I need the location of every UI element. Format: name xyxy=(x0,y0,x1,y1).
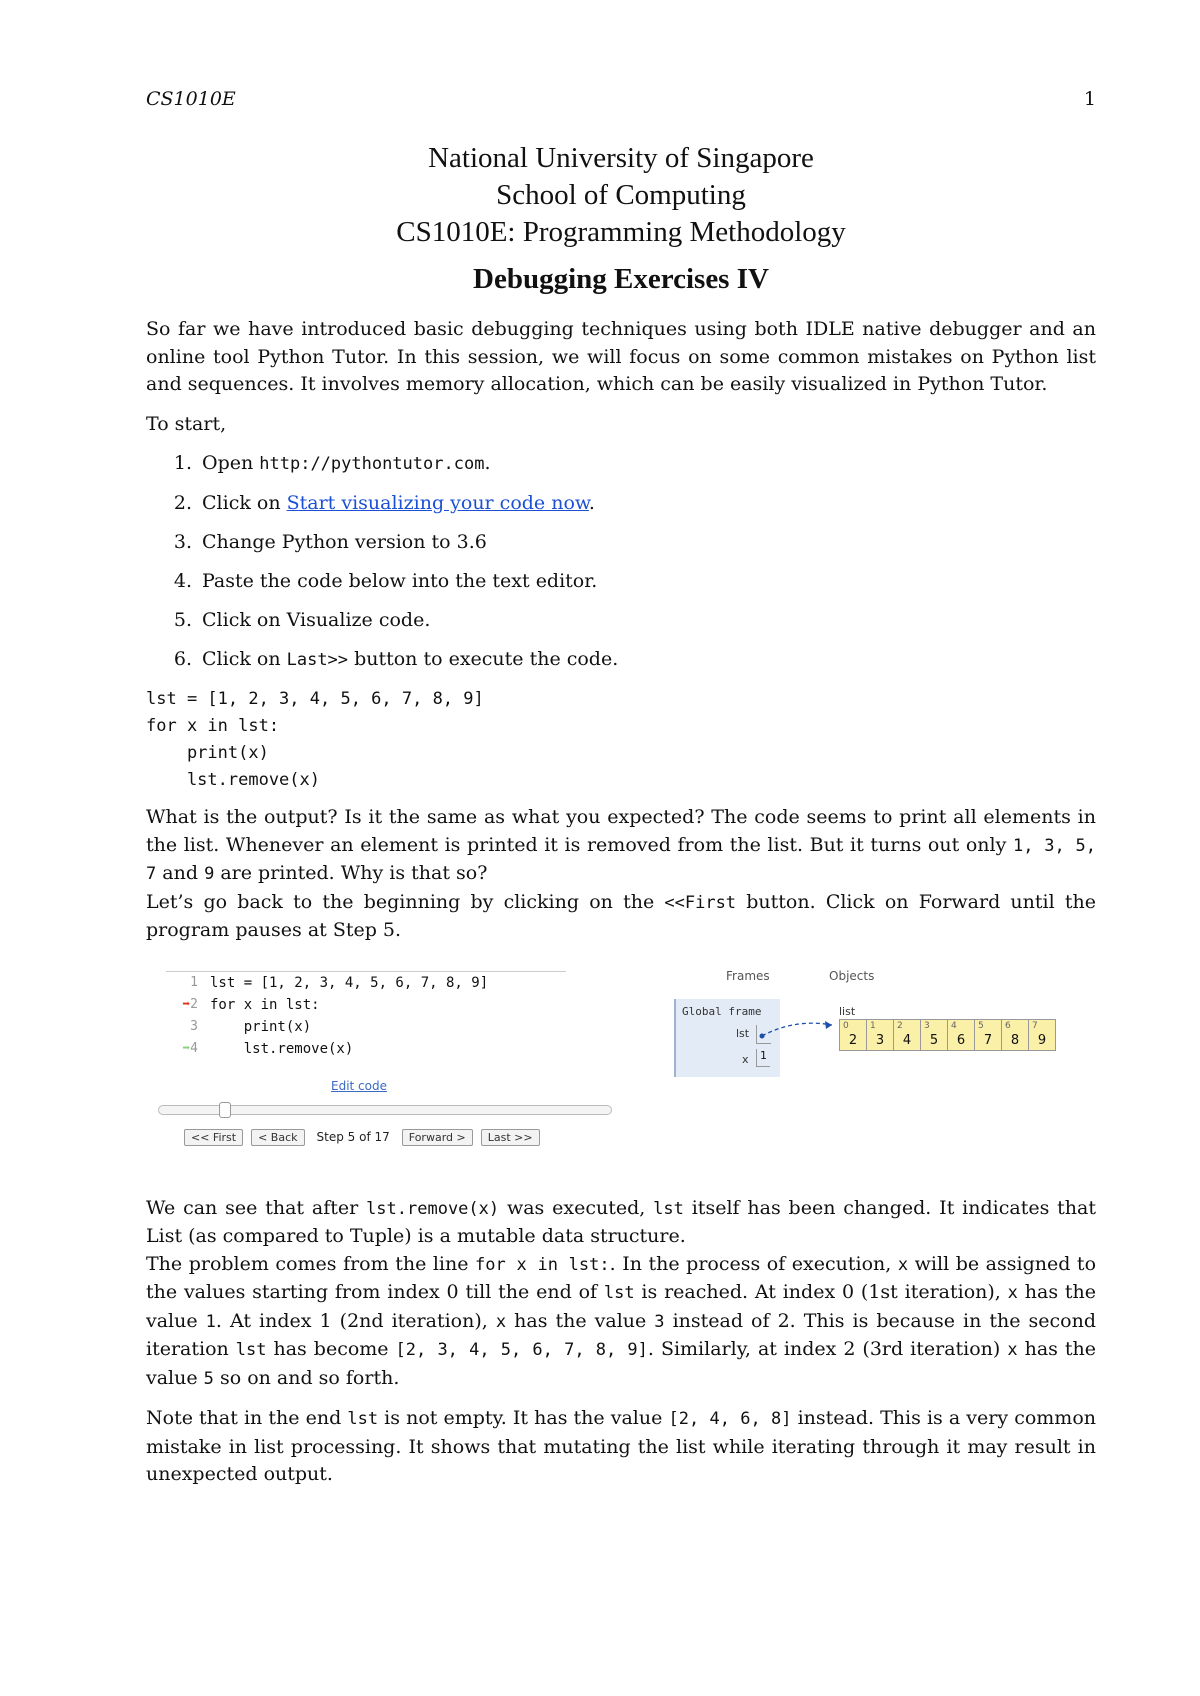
running-header xyxy=(146,88,1096,118)
tutor-code-editor xyxy=(166,971,566,1060)
list-item: 2. Click on Start visualizing your code now. xyxy=(173,492,595,514)
var-x-value: 1 xyxy=(756,1049,770,1067)
list-item: 1. Open http://pythontutor.com. xyxy=(173,452,491,474)
objects-label: Objects xyxy=(829,968,875,983)
conclusion-paragraph: Note that in the end lst is not empty. It has the value [2, 4, 6, 8] instead. This is a very common mistake in list processing. It shows that mutating the list while iterating through it may result in unexpected output. xyxy=(146,1407,1096,1485)
list-label: list xyxy=(839,1004,856,1018)
list-cell: 2 4 xyxy=(894,1020,921,1050)
go-back-paragraph: Let’s go back to the beginning by clicking on the <<First button. Click on Forward until the program pauses at Step 5. xyxy=(146,890,1097,941)
list-cell: 1 3 xyxy=(867,1020,894,1050)
university-name: National University of Singapore xyxy=(428,142,814,174)
frames-label: Frames xyxy=(726,968,770,983)
course-name: CS1010E: Programming Methodology xyxy=(396,216,846,248)
list-cell: 0 2 xyxy=(840,1020,867,1050)
list-cell: 4 6 xyxy=(948,1020,975,1050)
tutor-visualization xyxy=(666,961,1096,1091)
list-item: 5. Click on Visualize code. xyxy=(173,609,431,631)
document-title: Debugging Exercises IV xyxy=(473,263,769,295)
list-cell: 7 9 xyxy=(1029,1020,1055,1050)
step-slider[interactable] xyxy=(158,1105,612,1115)
next-line-arrow-icon: ➡ xyxy=(182,1041,191,1056)
output-question-paragraph: What is the output? Is it the same as what you expected? The code seems to print all elements in the list. Whenever an element is printed it is removed from the list. But it turns out only 1, 3, 5, 7 and 9 are printed. Why is that so? xyxy=(146,806,1096,884)
course-code: CS1010E xyxy=(146,88,236,110)
start-visualizing-link[interactable]: Start visualizing your code now xyxy=(286,492,589,514)
step-counter: Step 5 of 17 xyxy=(316,1130,390,1144)
steps-list xyxy=(146,450,1096,674)
list-cell: 5 7 xyxy=(975,1020,1002,1050)
code-line: 3 print(x) xyxy=(190,1018,312,1035)
mutable-paragraph: We can see that after lst.remove(x) was executed, lst itself has been changed. It indicates that List (as compared to Tuple) is a mutable data structure. xyxy=(146,1196,1097,1247)
code-line: ➡4 lst.remove(x) xyxy=(182,1040,354,1057)
navigation-bar xyxy=(184,1129,540,1146)
url-text: http://pythontutor.com xyxy=(259,454,485,474)
list-object xyxy=(839,1019,1056,1051)
list-item: 4. Paste the code below into the text editor. xyxy=(173,570,598,592)
list-cell: 3 5 xyxy=(921,1020,948,1050)
pointer-arrow xyxy=(666,961,866,1071)
title-block xyxy=(146,140,1096,251)
intro-paragraph: So far we have introduced basic debugging techniques using both IDLE native debugger and an online tool Python Tutor. In this session, we will focus on some common mistakes on Python list and sequences. It involves memory allocation, which can be easily visualized in Python Tutor. xyxy=(146,318,1096,395)
current-line-arrow-icon: ➡ xyxy=(182,997,191,1012)
edit-code-link[interactable]: Edit code xyxy=(331,1078,387,1093)
list-cell: 6 8 xyxy=(1002,1020,1029,1050)
code-line: ➡2 for x in lst: xyxy=(182,996,320,1013)
to-start-text: To start, xyxy=(146,412,227,435)
document-page xyxy=(146,88,1096,1501)
list-item: 6. Click on Last>> button to execute the code. xyxy=(173,648,619,670)
page-number: 1 xyxy=(1083,88,1096,110)
var-lst-label: lst xyxy=(736,1026,750,1040)
slider-handle[interactable] xyxy=(219,1102,231,1118)
explanation-paragraph: The problem comes from the line for x in lst:. In the process of execution, x will be assigned to the values starting from index 0 till the end of lst is reached. At index 0 (1st iteration), x has the value 1. At index 1 (2nd iteration), x has the value 3 instead of 2. This is because in the second iteration lst has become [2, 3, 4, 5, 6, 7, 8, 9]. Similarly, at index 2 (3rd iteration) x has the value 5 so on and so forth. xyxy=(146,1252,1097,1389)
list-item: 3. Change Python version to 3.6 xyxy=(173,531,487,553)
first-button[interactable]: << First xyxy=(184,1129,243,1146)
back-button[interactable]: < Back xyxy=(251,1129,304,1146)
python-tutor-screenshot xyxy=(146,961,1096,1169)
code-line: 1 lst = [1, 2, 3, 4, 5, 6, 7, 8, 9] xyxy=(190,974,489,991)
last-button[interactable]: Last >> xyxy=(481,1129,540,1146)
school-name: School of Computing xyxy=(496,179,746,211)
global-frame: Global frame lst x 1 xyxy=(674,999,780,1077)
var-x-label: x xyxy=(742,1052,749,1066)
code-listing: lst = [1, 2, 3, 4, 5, 6, 7, 8, 9] for x in lst: print(x) lst.remove(x) xyxy=(146,689,484,790)
forward-button[interactable]: Forward > xyxy=(402,1129,473,1146)
